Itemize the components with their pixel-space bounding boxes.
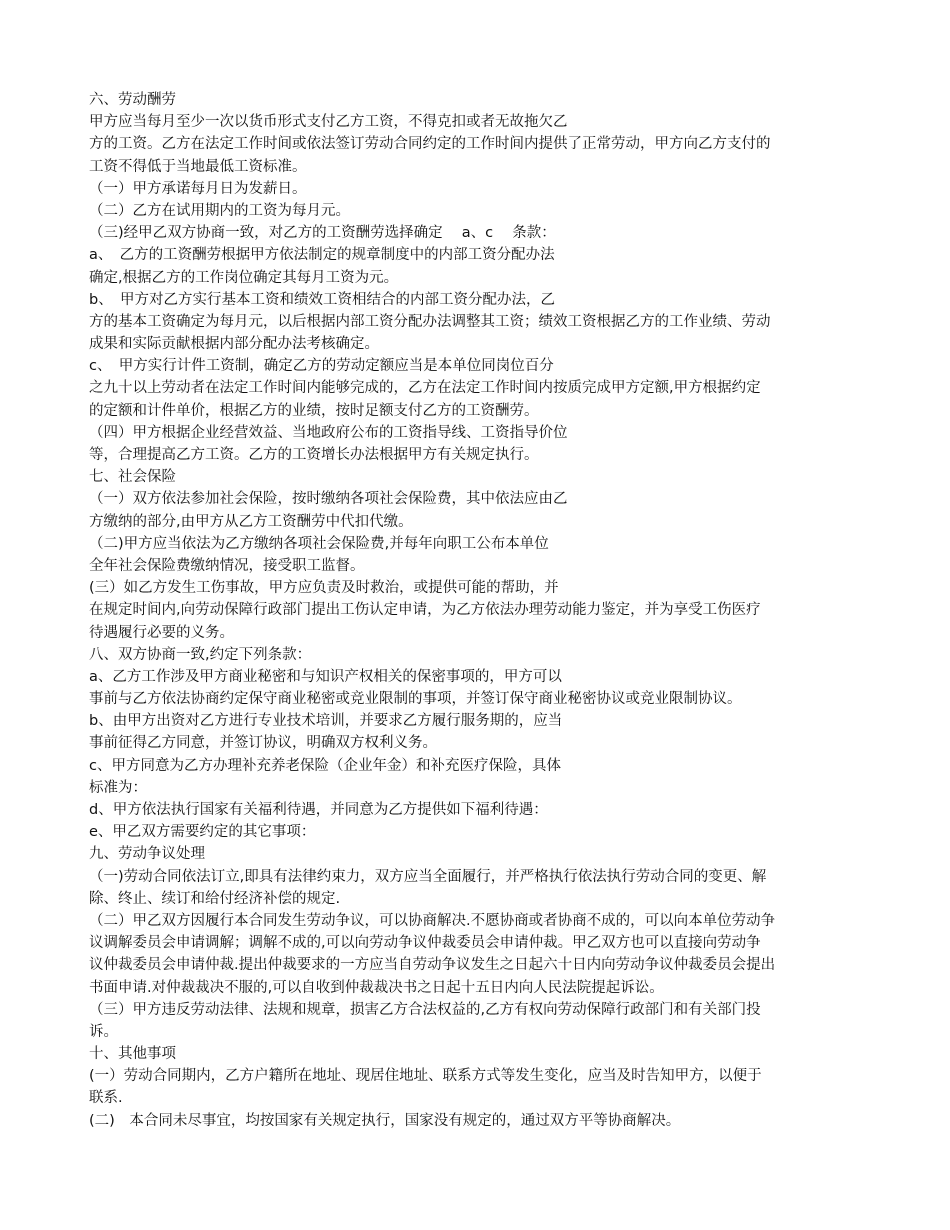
document-line: (一）劳动合同期内，乙方户籍所在地址、现居住地址、联系方式等发生变化，应当及时告知甲方，以便于: [89, 1068, 762, 1085]
document-line: 等，合理提高乙方工资。乙方的工资增长办法根据甲方有关规定执行。: [89, 447, 539, 463]
document-line: 标准为：: [89, 779, 147, 796]
document-line: (三）如乙方发生工伤事故，甲方应负责及时救治，或提供可能的帮助，并: [89, 580, 559, 597]
document-line: 六、劳动酬劳: [89, 92, 176, 108]
document-line: （一)劳动合同依法订立,即具有法律约束力，双方应当全面履行，并严格执行依法执行劳动合同的变更、解: [89, 868, 767, 885]
document-line: （一）甲方承诺每月日为发薪日。: [89, 180, 307, 197]
document-line: b、 甲方对乙方实行基本工资和绩效工资相结合的内部工资分配办法，乙: [89, 291, 555, 308]
document-line: 九、劳动争议处理: [89, 846, 205, 863]
document-line: a、乙方工作涉及甲方商业秘密和与知识产权相关的保密事项的，甲方可以: [89, 668, 562, 685]
document-line: 方缴纳的部分,由甲方从乙方工资酬劳中代扣代缴。: [89, 513, 413, 530]
document-line: 除、终止、续订和给付经济补偿的规定.: [89, 890, 341, 907]
document-line: 事前与乙方依法协商约定保守商业秘密或竞业限制的事项，并签订保守商业秘密协议或竞业限制协议。: [89, 691, 742, 708]
document-line: 议仲裁委员会申请仲裁.提出仲裁要求的一方应当自劳动争议发生之日起六十日内向劳动争议仲裁委员会提出: [89, 957, 776, 974]
document-line: 的定额和计件单价，根据乙方的业绩，按时足额支付乙方的工资酬劳。: [89, 402, 539, 419]
document-line: 方的工资。乙方在法定工作时间或依法签订劳动合同约定的工作时间内提供了正常劳动，甲方向乙方支付的: [89, 136, 771, 153]
document-line: c、 甲方实行计件工资制，确定乙方的劳动定额应当是本单位同岗位百分: [89, 358, 554, 375]
document-line: b、由甲方出资对乙方进行专业技术培训，并要求乙方履行服务期的，应当: [89, 713, 563, 730]
document-line: 方的基本工资确定为每月元，以后根据内部工资分配办法调整其工资；绩效工资根据乙方的工作业绩、劳动: [89, 313, 771, 330]
document-line: e、甲乙双方需要约定的其它事项：: [89, 824, 316, 841]
document-line: 十、其他事项: [89, 1046, 176, 1063]
document-line: （四）甲方根据企业经营效益、当地政府公布的工资指导线、工资指导价位: [89, 424, 568, 441]
document-line: 联系.: [89, 1090, 123, 1107]
document-line: 议调解委员会申请调解；调解不成的,可以向劳动争议仲裁委员会申请仲裁。甲乙双方也可以直接向劳动争: [89, 935, 761, 952]
document-line: 八、双方协商一致,约定下列条款：: [89, 646, 312, 663]
document-line: （三)经甲乙双方协商一致，对乙方的工资酬劳选择确定 a、c 条款：: [89, 225, 556, 242]
document-line: a、 乙方的工资酬劳根据甲方依法制定的规章制度中的内部工资分配办法: [89, 247, 555, 264]
document-line: 成果和实际贡献根据内部分配办法考核确定。: [89, 336, 379, 353]
document-line: 书面申请.对仲裁裁决不服的,可以自收到仲裁裁决书之日起十五日内向人民法院提起诉讼。: [89, 979, 664, 996]
document-line: （二）乙方在试用期内的工资为每月元。: [89, 202, 350, 219]
document-line: 确定,根据乙方的工作岗位确定其每月工资为元。: [89, 269, 399, 286]
document-line: 全年社会保险费缴纳情况，接受职工监督。: [89, 557, 365, 574]
document-line: 七、社会保险: [89, 469, 176, 486]
document-line: 工资不得低于当地最低工资标准。: [89, 158, 307, 175]
document-line: 诉。: [89, 1023, 118, 1040]
document-line: （二）甲乙双方因履行本合同发生劳动争议，可以协商解决.不愿协商或者协商不成的，可以向本单位劳动争: [89, 912, 776, 929]
document-line: （一）双方依法参加社会保险，按时缴纳各项社会保险费，其中依法应由乙: [89, 491, 568, 508]
document-line: 之九十以上劳动者在法定工作时间内能够完成的，乙方在法定工作时间内按质完成甲方定额,甲方根据约定: [89, 380, 761, 397]
document-line: d、甲方依法执行国家有关福利待遇，并同意为乙方提供如下福利待遇：: [89, 802, 548, 818]
document-line: 甲方应当每月至少一次以货币形式支付乙方工资，不得克扣或者无故拖欠乙: [89, 114, 568, 131]
document-line: (二) 本合同未尽事宜，均按国家有关规定执行，国家没有规定的，通过双方平等协商解决。: [89, 1112, 681, 1129]
document-line: （二)甲方应当依法为乙方缴纳各项社会保险费,并每年向职工公布本单位: [89, 535, 549, 552]
document-body: [89, 89, 869, 1132]
document-line: c、甲方同意为乙方办理补充养老保险（企业年金）和补充医疗保险，具体: [89, 757, 561, 774]
document-line: 在规定时间内,向劳动保障行政部门提出工伤认定申请，为乙方依法办理劳动能力鉴定，并为享受工伤医疗: [89, 602, 761, 619]
document-line: 事前征得乙方同意，并签订协议，明确双方权利义务。: [89, 735, 437, 752]
document-line: （三）甲方违反劳动法律、法规和规章，损害乙方合法权益的,乙方有权向劳动保障行政部门和有关部门投: [89, 1001, 761, 1018]
document-line: 待遇履行必要的义务。: [89, 624, 234, 641]
